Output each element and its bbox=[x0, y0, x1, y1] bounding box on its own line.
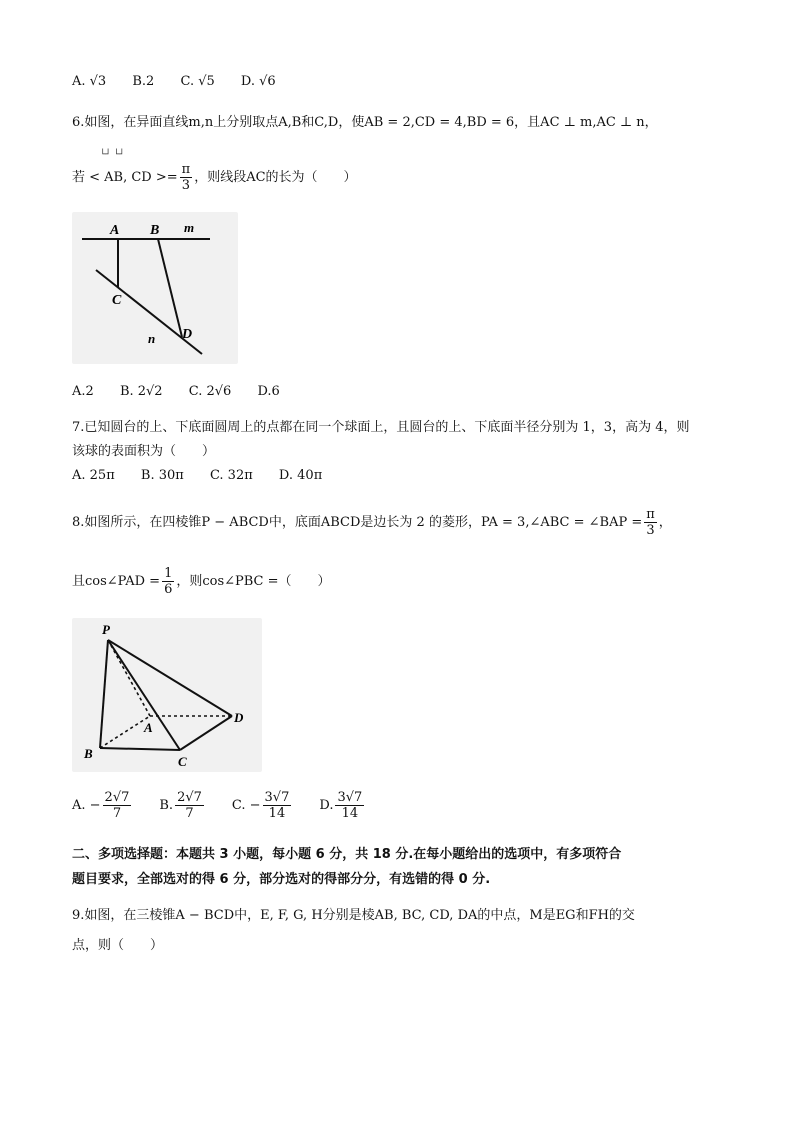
label-b: B bbox=[84, 746, 93, 761]
q5-option-a: A. √3 bbox=[72, 74, 107, 89]
q6-vector-marks: └┘ └┘ bbox=[100, 150, 125, 160]
q9-stem-line2: 点，则（ ） bbox=[72, 938, 164, 953]
q8-option-b-prefix: B. bbox=[159, 797, 174, 813]
q8-option-b-num: 2√7 bbox=[177, 790, 202, 805]
q6-options bbox=[72, 383, 280, 401]
edge-pd bbox=[108, 640, 232, 716]
q8-option-d-fraction bbox=[335, 790, 364, 821]
q6-frac-num: π bbox=[181, 162, 191, 177]
q8-option-c-den: 14 bbox=[268, 806, 286, 821]
label-d: D bbox=[234, 710, 244, 725]
q8-option-c-prefix: C. − bbox=[231, 797, 261, 813]
q7-stem-line1: 7.已知圆台的上、下底面圆周上的点都在同一个球面上，且圆台的上、下底面半径分别为 1，3，高为 4，则 bbox=[72, 420, 690, 435]
label-a: A bbox=[144, 720, 153, 735]
q6-frac-den: 3 bbox=[181, 178, 191, 193]
q7-option-b: B. 30π bbox=[140, 468, 184, 483]
edge-ab bbox=[100, 716, 150, 748]
q7-options bbox=[72, 467, 322, 485]
q8-frac2-num: 1 bbox=[164, 566, 173, 581]
q8-stem-line1 bbox=[72, 507, 672, 538]
q8-option-b-den: 7 bbox=[185, 806, 194, 821]
q8-option-b-fraction bbox=[175, 790, 204, 821]
q6-option-b: B. 2√2 bbox=[119, 384, 163, 399]
q8-option-a-den: 7 bbox=[112, 806, 122, 821]
edge-bc bbox=[100, 748, 180, 750]
section2-heading-line2: 题目要求，全部选对的得 6 分，部分选对的得部分分，有选错的得 0 分. bbox=[72, 872, 491, 887]
edge-pa bbox=[108, 640, 150, 716]
q7-stem-line2: 该球的表面积为（ ） bbox=[72, 444, 216, 459]
label-a: A bbox=[110, 223, 120, 238]
q8-options bbox=[72, 790, 366, 821]
q8-stem-line2 bbox=[72, 566, 331, 597]
label-b: B bbox=[150, 223, 160, 238]
q5-option-c: C. √5 bbox=[180, 74, 215, 89]
edge-pb bbox=[100, 640, 108, 748]
q6-option-a: A.2 bbox=[72, 384, 94, 399]
label-m: m bbox=[184, 220, 195, 235]
q5-option-b: B.2 bbox=[132, 74, 155, 89]
q8-frac2-den: 6 bbox=[164, 582, 173, 597]
q8-option-b bbox=[159, 790, 206, 821]
q7-option-c: C. 32π bbox=[209, 468, 253, 483]
q6-figure-svg bbox=[72, 212, 238, 364]
edge-cd bbox=[180, 716, 232, 750]
q6-stem-line2 bbox=[72, 162, 357, 193]
q8-figure bbox=[72, 618, 262, 772]
q5-options bbox=[72, 73, 276, 91]
q8-option-a bbox=[72, 790, 133, 821]
q8-option-c-num: 3√7 bbox=[264, 790, 290, 805]
q8-stem-text: 8.如图所示，在四棱锥P − ABCD中，底面ABCD是边长为 2 的菱形，PA = 3,∠ABC = ∠BAP = bbox=[72, 514, 643, 530]
label-d: D bbox=[182, 327, 193, 342]
label-n: n bbox=[148, 331, 156, 346]
q8-cos-fraction bbox=[162, 566, 174, 597]
q8-option-d-den: 14 bbox=[341, 806, 359, 821]
q8-option-c-fraction bbox=[263, 790, 292, 821]
q7-option-a: A. 25π bbox=[72, 468, 115, 483]
q6-option-c: C. 2√6 bbox=[188, 384, 232, 399]
label-c: C bbox=[178, 754, 187, 769]
q8-option-d bbox=[319, 790, 366, 821]
q8-option-a-prefix: A. − bbox=[72, 797, 101, 813]
q8-question: ，则cos∠PBC =（ ） bbox=[176, 573, 331, 589]
q8-frac1-den: 3 bbox=[646, 523, 655, 538]
section2-heading-line1: 二、多项选择题：本题共 3 小题，每小题 6 分，共 18 分.在每小题给出的选项中，有多项符合 bbox=[72, 847, 622, 862]
q8-option-a-fraction bbox=[103, 790, 132, 821]
q8-option-a-num: 2√7 bbox=[104, 790, 130, 805]
q8-cos-condition: 且cos∠PAD = bbox=[72, 573, 161, 589]
q7-option-d: D. 40π bbox=[278, 468, 323, 483]
q8-option-d-prefix: D. bbox=[319, 797, 334, 813]
q8-stem-end: ， bbox=[658, 514, 672, 530]
q6-question: ，则线段AC的长为（ ） bbox=[194, 169, 357, 185]
q8-angle-fraction bbox=[644, 507, 657, 538]
q6-angle-fraction bbox=[180, 162, 193, 193]
q6-angle-condition: 若 < AB, CD >= bbox=[72, 169, 178, 185]
q8-option-d-num: 3√7 bbox=[337, 790, 363, 805]
q6-stem-line1: 6.如图，在异面直线m,n上分别取点A,B和C,D，使AB = 2,CD = 4,BD = 6，且AC ⊥ m,AC ⊥ n， bbox=[72, 115, 658, 130]
label-c: C bbox=[112, 293, 122, 308]
q8-frac1-num: π bbox=[646, 507, 655, 522]
q9-stem-line1: 9.如图，在三棱锥A − BCD中，E, F, G, H分别是棱AB, BC, CD, DA的中点，M是EG和FH的交 bbox=[72, 908, 635, 923]
q6-figure bbox=[72, 212, 238, 364]
q6-option-d: D.6 bbox=[257, 384, 280, 399]
q8-option-c bbox=[232, 790, 293, 821]
q8-figure-svg bbox=[72, 618, 262, 772]
label-p: P bbox=[102, 622, 110, 637]
q5-option-d: D. √6 bbox=[240, 74, 276, 89]
